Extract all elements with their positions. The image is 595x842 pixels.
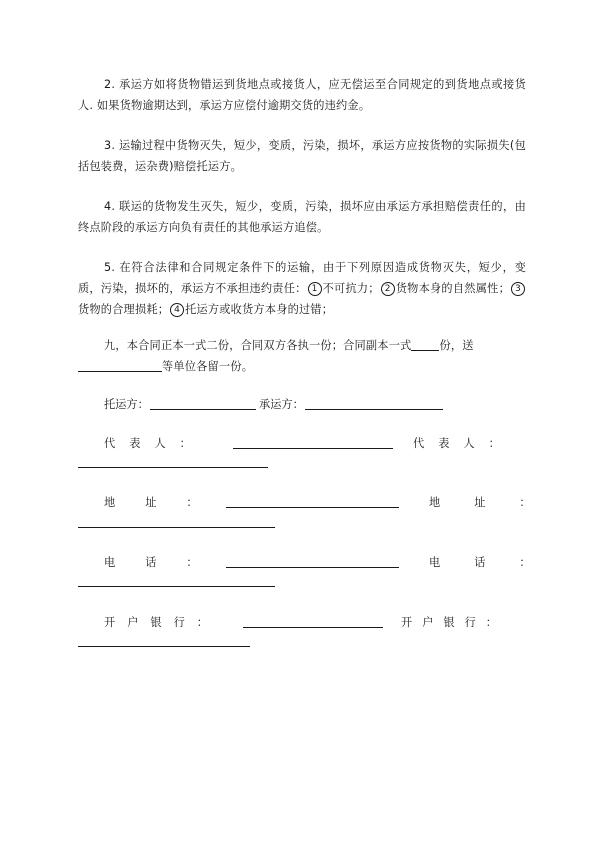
address-label-right: 地址： bbox=[429, 496, 565, 509]
shipper-label: 托运方： bbox=[104, 398, 149, 411]
address-label-left: 地址： bbox=[104, 496, 228, 509]
phone-line-right[interactable] bbox=[78, 586, 275, 587]
phone-line-left[interactable] bbox=[226, 567, 399, 568]
recipients-blank[interactable] bbox=[78, 359, 162, 372]
carrier-line[interactable] bbox=[305, 409, 443, 410]
representative-label-left: 代表人： bbox=[104, 437, 205, 450]
bank-label-right: 开户银行： bbox=[401, 616, 507, 629]
circled-number: 3 bbox=[511, 282, 525, 296]
phone-label-right: 电话： bbox=[429, 556, 565, 569]
representative-line-left[interactable] bbox=[233, 448, 393, 449]
shipper-line[interactable] bbox=[150, 409, 256, 410]
clause-4: 4. 联运的货物发生灭失，短少，变质，污染，损坏应由承运方承担赔偿责任的，由终点阶段的承运方向负有责任的其他承运方追偿。 bbox=[78, 200, 526, 234]
bank-label-left: 开户银行： bbox=[104, 616, 220, 629]
clause-9: 九，本合同正本一式二份，合同双方各执一份；合同副本一式 份，送 等单位各留一份。 bbox=[78, 335, 526, 377]
representative-label-right: 代表人： bbox=[413, 437, 514, 450]
carrier-label: 承运方： bbox=[259, 398, 304, 411]
address-line-right[interactable] bbox=[78, 527, 275, 528]
circled-number: 4 bbox=[170, 303, 184, 317]
clause-3: 3. 运输过程中货物灭失，短少，变质，污染，损坏，承运方应按货物的实际损失(包括包装费，运杂费)赔偿托运方。 bbox=[78, 139, 526, 173]
clause-2: 2. 承运方如将货物错运到货地点或接货人，应无偿运至合同规定的到货地点或接货人. 如果货物逾期达到，承运方应偿付逾期交货的违约金。 bbox=[78, 78, 526, 112]
bank-line-right[interactable] bbox=[78, 646, 250, 647]
circled-number: 1 bbox=[308, 282, 322, 296]
circled-number: 2 bbox=[381, 282, 395, 296]
address-line-left[interactable] bbox=[226, 507, 399, 508]
bank-line-left[interactable] bbox=[243, 627, 383, 628]
clause-5: 5. 在符合法律和合同规定条件下的运输，由于下列原因造成货物灭失，短少，变质，污染，损坏的，承运方不承担违约责任： 1 不可抗力； 2 货物本身的自然属性； 3货物的合理损耗； 4 托运方或收货方本身的过错； bbox=[78, 261, 526, 316]
copies-blank[interactable] bbox=[411, 338, 439, 351]
phone-label-left: 电话： bbox=[104, 556, 228, 569]
representative-line-right[interactable] bbox=[78, 467, 268, 468]
